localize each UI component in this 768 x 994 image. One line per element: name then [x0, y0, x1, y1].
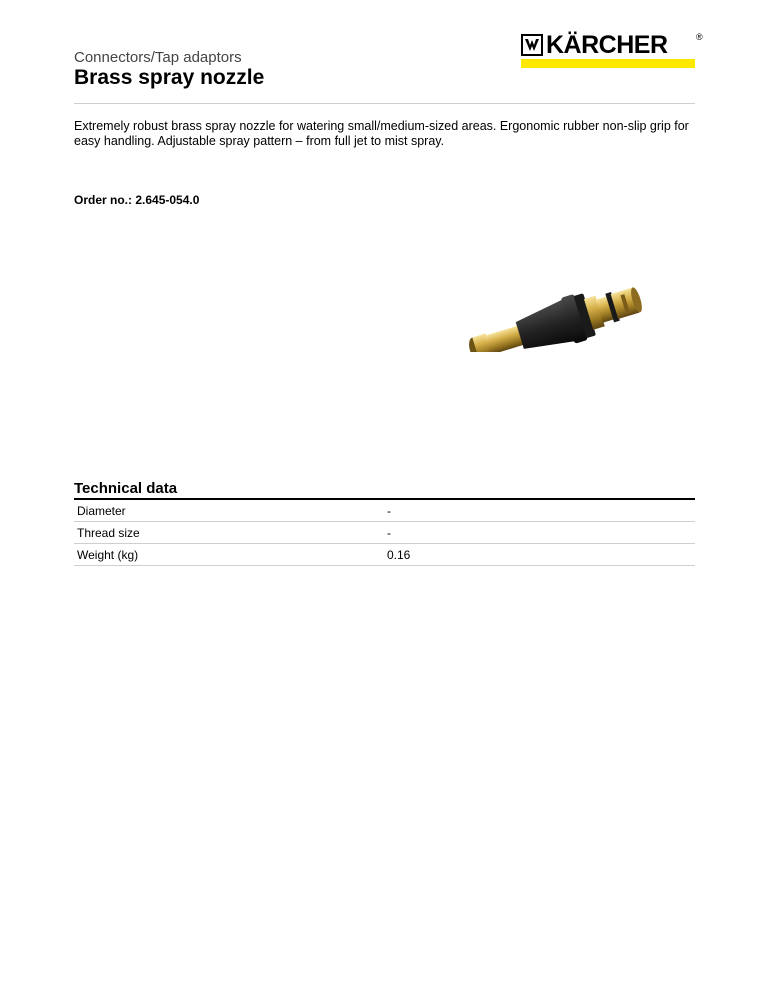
technical-data-table — [74, 500, 695, 566]
table-row — [74, 500, 695, 522]
brand-logo — [521, 32, 705, 72]
spec-value: 0.16 — [384, 544, 695, 566]
registered-mark: ® — [696, 32, 703, 42]
table-row — [74, 544, 695, 566]
spec-value: - — [384, 522, 695, 544]
spec-label: Diameter — [74, 500, 384, 522]
spec-value: - — [384, 500, 695, 522]
brand-yellow-bar — [521, 59, 695, 68]
spec-label: Weight (kg) — [74, 544, 384, 566]
category-label: Connectors/Tap adaptors — [74, 49, 242, 66]
order-number: Order no.: 2.645-054.0 — [74, 193, 200, 207]
brand-name: KÄRCHER — [546, 31, 668, 59]
technical-data-heading: Technical data — [74, 480, 178, 497]
spec-label: Thread size — [74, 522, 384, 544]
header-divider — [74, 103, 695, 104]
product-description: Extremely robust brass spray nozzle for watering small/medium-sized areas. Ergonomic rubber non-slip grip for easy handling. Adjustable spray pattern – from full jet to mist spray. — [74, 119, 689, 148]
page-title: Brass spray nozzle — [74, 66, 265, 89]
table-row — [74, 522, 695, 544]
brass-spray-nozzle-image — [455, 262, 660, 352]
karcher-logo-mark-icon — [521, 34, 543, 56]
